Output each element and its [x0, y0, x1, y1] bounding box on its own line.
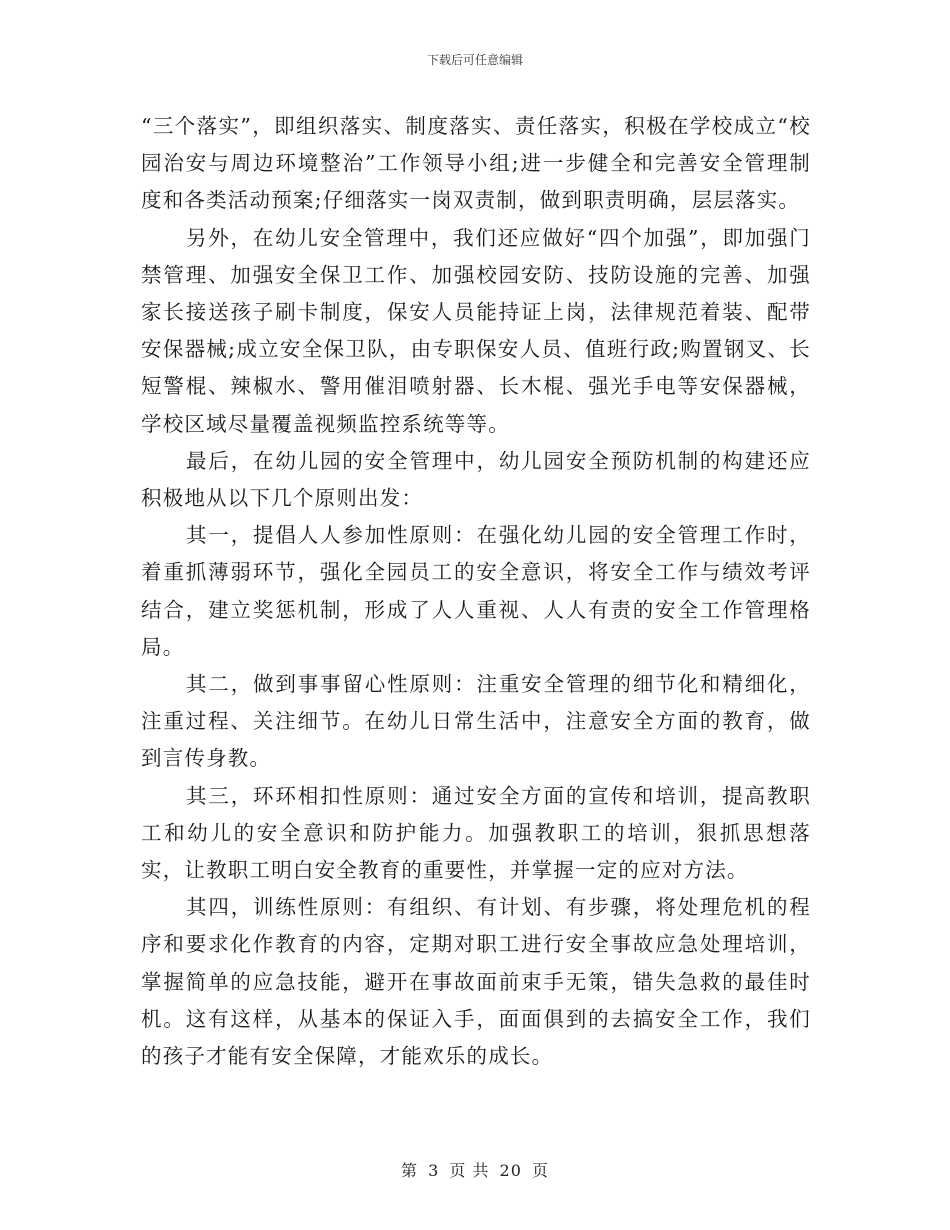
paragraph-continuation: “三个落实”，即组织落实、制度落实、责任落实，积极在学校成立“校园治安与周边环境整治”工作领导小组;进一步健全和完善安全管理制度和各类活动预案;仔细落实一岗双责制，做到职责明确，层层落实。: [141, 114, 811, 213]
footer-page-number: 3: [428, 1161, 440, 1180]
paragraph-principle-three: 其三，环环相扣性原则：通过安全方面的宣传和培训，提高教职工和幼儿的安全意识和防护能力。加强教职工的培训，狠抓思想落实，让教职工明白安全教育的重要性，并掌握一定的应对方法。: [141, 783, 811, 883]
paragraph-principle-two: 其二，做到事事留心性原则：注重安全管理的细节化和精细化，注重过程、关注细节。在幼儿日常生活中，注意安全方面的教育，做到言传身教。: [141, 672, 811, 771]
footer-mid: 页 共: [449, 1161, 490, 1180]
footer-suffix: 页: [532, 1161, 550, 1180]
paragraph-principle-one: 其一，提倡人人参加性原则：在强化幼儿园的安全管理工作时，着重抓薄弱环节，强化全园员工的安全意识，将安全工作与绩效考评结合，建立奖惩机制，形成了人人重视、人人有责的安全工作管理格局。: [141, 523, 811, 659]
document-body: [141, 108, 811, 1075]
paragraph-principle-four: 其四，训练性原则：有组织、有计划、有步骤，将处理危机的程序和要求化作教育的内容，定期对职工进行安全事故应急处理培训，掌握简单的应急技能，避开在事故面前束手无策，错失急救的最佳时机。这有这样，从基本的保证入手，面面俱到的去搞安全工作，我们的孩子才能有安全保障，才能欢乐的成长。: [141, 895, 811, 1069]
paragraph-four-strengthens: 另外，在幼儿安全管理中，我们还应做好“四个加强”，即加强门禁管理、加强安全保卫工作、加强校园安防、技防设施的完善、加强家长接送孩子刷卡制度，保安人员能持证上岗，法律规范着装、配带安保器械;成立安全保卫队，由专职保安人员、值班行政;购置钢叉、长短警棍、辣椒水、警用催泪喷射器、长木棍、强光手电等安保器械，学校区域尽量覆盖视频监控系统等等。: [141, 225, 811, 436]
footer-prefix: 第: [400, 1161, 418, 1180]
page-footer: [0, 1158, 950, 1181]
paragraph-principles-intro: 最后，在幼儿园的安全管理中，幼儿园安全预防机制的构建还应积极地从以下几个原则出发：: [141, 448, 811, 511]
page-header: 下载后可任意编辑: [426, 53, 523, 67]
footer-total-pages: 20: [499, 1161, 522, 1180]
